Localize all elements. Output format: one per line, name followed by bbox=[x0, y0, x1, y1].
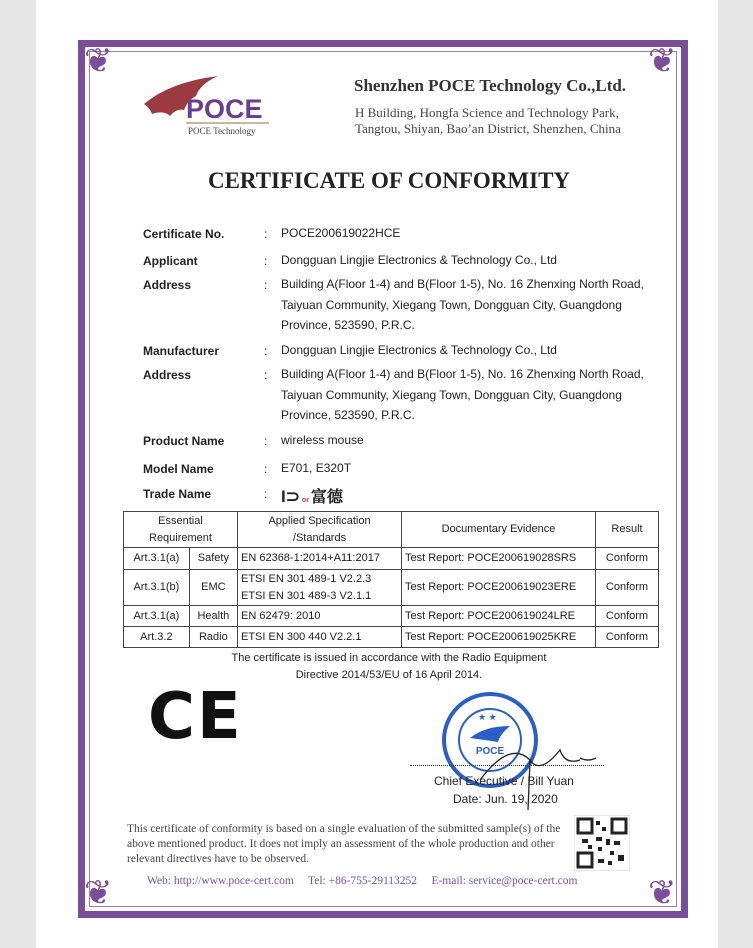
footer-contact bbox=[147, 875, 577, 887]
article-cell: Art.3.1(b) bbox=[124, 570, 190, 606]
evidence-cell: Test Report: POCE200619023ERE bbox=[402, 570, 596, 606]
directive-note: Directive 2014/53/EU of 16 April 2014. bbox=[295, 669, 483, 681]
logo-subtext: POCE Technology bbox=[188, 126, 256, 136]
qr-code[interactable] bbox=[574, 815, 630, 871]
colon: : bbox=[264, 254, 268, 268]
standard-line: ETSI EN 301 489-3 V2.1.1 bbox=[241, 589, 372, 602]
table-row bbox=[124, 570, 659, 606]
header-result: Result bbox=[596, 512, 659, 548]
table-row bbox=[124, 548, 659, 570]
standards-cell: EN 62368-1:2014+A11:2017 bbox=[238, 548, 402, 570]
manufacturer-address-label: Address bbox=[143, 368, 192, 382]
applicant-address-label: Address bbox=[143, 278, 192, 292]
applicant-address-value bbox=[281, 274, 644, 336]
header-standards: Applied Specification /Standards bbox=[238, 512, 402, 548]
model-value: E701, E320T bbox=[281, 461, 352, 475]
applicant-value: Dongguan Lingjie Electronics & Technology Co., Ltd bbox=[281, 253, 557, 267]
signature-date: Date: Jun. 19, 2020 bbox=[453, 792, 558, 806]
result-cell: Conform bbox=[596, 570, 659, 606]
company-name: Shenzhen POCE Technology Co.,Ltd. bbox=[354, 76, 627, 95]
manufacturer-label: Manufacturer bbox=[143, 344, 220, 358]
category-cell: Safety bbox=[189, 548, 237, 570]
product-value: wireless mouse bbox=[281, 433, 364, 447]
manufacturer-value: Dongguan Lingjie Electronics & Technology Co., Ltd bbox=[281, 343, 557, 357]
category-cell: Radio bbox=[189, 627, 237, 648]
colon: : bbox=[264, 462, 268, 476]
colon: : bbox=[264, 368, 268, 382]
evidence-cell: Test Report: POCE200619028SRS bbox=[402, 548, 596, 570]
directive-note: The certificate is issued in accordance with the Radio Equipment bbox=[231, 652, 547, 664]
category-cell: Health bbox=[189, 606, 237, 627]
address-line: Building A(Floor 1-4) and B(Floor 1-5), No. 16 Zhenxing North Road, bbox=[281, 367, 644, 381]
applicant-label: Applicant bbox=[143, 254, 198, 268]
footer-email[interactable]: E-mail: service@poce-cert.com bbox=[431, 875, 578, 887]
corner-ornament: ❦ bbox=[84, 41, 113, 81]
company-address-line: H Building, Hongfa Science and Technology Park, bbox=[355, 105, 619, 120]
company-address-line: Tangtou, Shiyan, Bao’an District, Shenzhen, China bbox=[355, 121, 621, 136]
colon: : bbox=[264, 278, 268, 292]
corner-ornament: ❦ bbox=[648, 41, 677, 81]
colon: : bbox=[264, 344, 268, 358]
table-row bbox=[124, 606, 659, 627]
ce-mark: CE bbox=[148, 680, 243, 754]
signatory: Chief Executive / Bill Yuan bbox=[434, 774, 574, 788]
footer-tel: Tel: +86-755-29113252 bbox=[308, 875, 418, 887]
evidence-cell: Test Report: POCE200619024LRE bbox=[402, 606, 596, 627]
product-label: Product Name bbox=[143, 434, 225, 448]
address-line: Province, 523590, P.R.C. bbox=[281, 408, 415, 422]
conformity-table bbox=[123, 511, 659, 648]
evidence-cell: Test Report: POCE200619025KRE bbox=[402, 627, 596, 648]
article-cell: Art.3.1(a) bbox=[124, 606, 190, 627]
disclaimer: This certificate of conformity is based on a single evaluation of the submitted sample(s) of the above mentioned product. It does not imply an assessment of the whole production and other relevant directives have to be observed. bbox=[127, 823, 561, 865]
colon: : bbox=[264, 487, 268, 501]
article-cell: Art.3.1(a) bbox=[124, 548, 190, 570]
address-line: Taiyuan Community, Xiegang Town, Dongguan City, Guangdong bbox=[281, 297, 622, 312]
svg-text:★ ★: ★ ★ bbox=[478, 712, 497, 722]
svg-text:POCE: POCE bbox=[475, 746, 505, 757]
address-line: Taiyuan Community, Xiegang Town, Dongguan City, Guangdong bbox=[281, 387, 622, 402]
poce-logo bbox=[140, 74, 275, 138]
cert-no-label: Certificate No. bbox=[143, 227, 225, 241]
certificate-title: CERTIFICATE OF CONFORMITY bbox=[207, 168, 571, 193]
table-row bbox=[124, 627, 659, 648]
model-label: Model Name bbox=[143, 462, 214, 476]
article-cell: Art.3.2 bbox=[124, 627, 190, 648]
corner-ornament: ❦ bbox=[84, 873, 113, 913]
result-cell: Conform bbox=[596, 606, 659, 627]
corner-ornament: ❦ bbox=[648, 873, 677, 913]
header-essential: Essential Requirement bbox=[124, 512, 238, 548]
colon: : bbox=[264, 227, 268, 241]
logo-text: POCE bbox=[186, 94, 263, 124]
table-header-row bbox=[124, 512, 659, 548]
footer-web[interactable]: Web: http://www.poce-cert.com bbox=[147, 875, 294, 887]
standards-cell: ETSI EN 300 440 V2.2.1 bbox=[238, 627, 402, 648]
category-cell: EMC bbox=[189, 570, 237, 606]
address-line: Province, 523590, P.R.C. bbox=[281, 318, 415, 332]
result-cell: Conform bbox=[596, 548, 659, 570]
trade-name-logo: I⊃ or 富德 bbox=[281, 487, 343, 506]
standard-line: ETSI EN 301 489-1 V2.2.3 bbox=[241, 572, 372, 585]
standards-cell: EN 62479: 2010 bbox=[238, 606, 402, 627]
standards-cell bbox=[238, 570, 402, 606]
address-line: Building A(Floor 1-4) and B(Floor 1-5), No. 16 Zhenxing North Road, bbox=[281, 277, 644, 291]
manufacturer-address-value bbox=[281, 364, 644, 426]
signature-line bbox=[410, 765, 604, 766]
cert-no-value: POCE200619022HCE bbox=[281, 226, 401, 240]
header-evidence: Documentary Evidence bbox=[402, 512, 596, 548]
colon: : bbox=[264, 434, 268, 448]
trade-label: Trade Name bbox=[143, 487, 212, 501]
result-cell: Conform bbox=[596, 627, 659, 648]
